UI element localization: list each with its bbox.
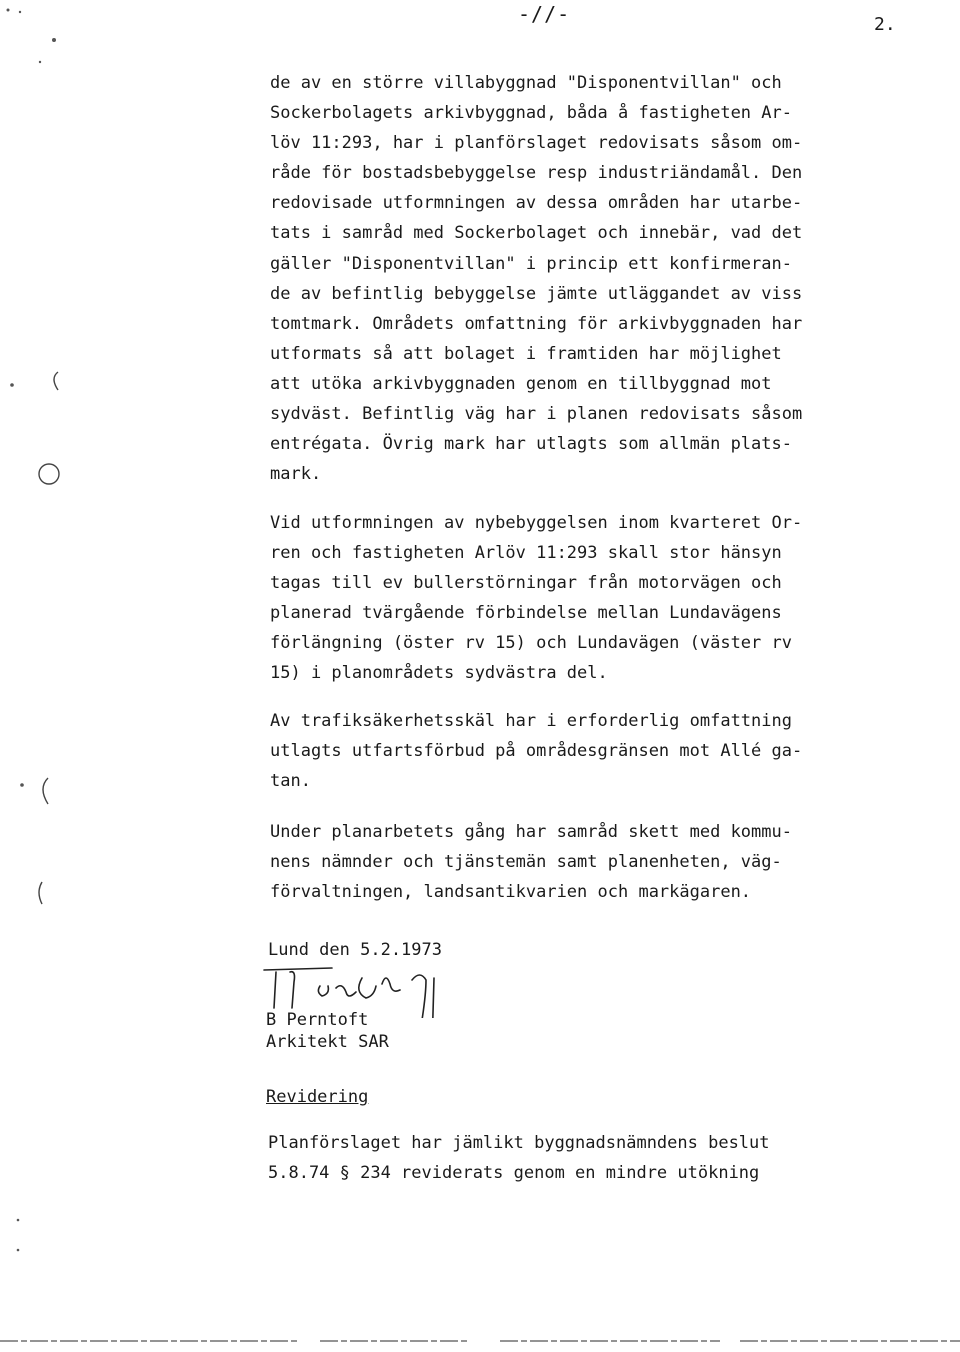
text-line: förvaltningen, landsantikvarien och markägaren.	[270, 882, 752, 902]
text-line: ren och fastigheten Arlöv 11:293 skall stor hänsyn	[270, 543, 782, 563]
header-mark: -//-	[518, 2, 571, 26]
binder-hole-mark	[54, 372, 58, 390]
speck-mark	[20, 783, 24, 787]
place-date: Lund den 5.2.1973	[268, 940, 442, 960]
signer-block	[266, 1009, 389, 1053]
text-line: utlagts utfartsförbud på områdesgränsen mot Allé ga-	[270, 741, 803, 761]
text-line: de av befintlig bebyggelse jämte utläggandet av viss	[270, 283, 803, 304]
text-line: tan.	[270, 771, 311, 791]
revision-heading: Revidering	[266, 1087, 369, 1107]
speck-mark	[19, 11, 21, 13]
binder-hole-mark	[39, 882, 42, 904]
text-line: gäller "Disponentvillan" i princip ett konfirmeran-	[270, 253, 792, 274]
text-line: tomtmark. Områdets omfattning för arkivbyggnaden har	[270, 313, 803, 334]
text-line: Vid utformningen av nybebyggelsen inom kvarteret Or-	[270, 513, 803, 533]
text-line: löv 11:293, har i planförslaget redovisats såsom om-	[270, 133, 803, 154]
binder-hole-mark	[43, 778, 48, 804]
margin-artifacts	[0, 0, 80, 1352]
speck-mark	[10, 383, 14, 387]
text-line: redovisade utformningen av dessa områden har utarbe-	[270, 193, 803, 214]
paragraph-2	[270, 508, 900, 688]
revision-paragraph	[268, 1128, 898, 1188]
text-line: förlängning (öster rv 15) och Lundavägen (väster rv	[270, 633, 792, 653]
text-line: Planförslaget har jämlikt byggnadsnämndens beslut	[268, 1133, 770, 1153]
speck-mark	[7, 9, 10, 12]
paragraph-1	[270, 68, 900, 489]
text-line: nens nämnder och tjänstemän samt planenheten, väg-	[270, 852, 782, 872]
text-line: sydväst. Befintlig väg har i planen redovisats såsom	[270, 404, 803, 425]
speck-mark	[39, 61, 41, 63]
paragraph-4	[270, 817, 900, 907]
speck-mark	[52, 38, 56, 42]
text-line: Av trafiksäkerhetsskäl har i erforderlig omfattning	[270, 711, 792, 731]
text-line: att utöka arkivbyggnaden genom en tillbyggnad mot	[270, 373, 772, 394]
paragraph-3	[270, 706, 900, 796]
speck-mark	[17, 1219, 20, 1222]
speck-mark	[17, 1249, 20, 1252]
page-number: 2.	[874, 14, 896, 35]
text-line: utformats så att bolaget i framtiden har möjlighet	[270, 343, 782, 364]
text-line: planerad tvärgående förbindelse mellan Lundavägens	[270, 603, 782, 623]
binder-hole-mark	[39, 464, 59, 484]
text-line: Under planarbetets gång har samråd skett med kommu-	[270, 822, 792, 842]
text-line: 5.8.74 § 234 reviderats genom en mindre utökning	[268, 1163, 760, 1183]
bottom-scan-edge	[0, 1338, 960, 1342]
text-line: Sockerbolagets arkivbyggnad, båda å fastigheten Ar-	[270, 103, 792, 124]
text-line: mark.	[270, 464, 322, 485]
text-line: 15) i planområdets sydvästra del.	[270, 663, 608, 683]
signer-title: Arkitekt SAR	[266, 1032, 389, 1052]
text-line: tats i samråd med Sockerbolaget och innebär, vad det	[270, 223, 803, 244]
text-line: de av en större villabyggnad "Disponentvillan" och	[270, 73, 782, 93]
signer-name: B Perntoft	[266, 1010, 369, 1030]
text-line: råde för bostadsbebyggelse resp industriändamål. Den	[270, 163, 803, 184]
text-line: entrégata. Övrig mark har utlagts som allmän plats-	[270, 434, 792, 455]
text-line: tagas till ev bullerstörningar från motorvägen och	[270, 573, 782, 593]
